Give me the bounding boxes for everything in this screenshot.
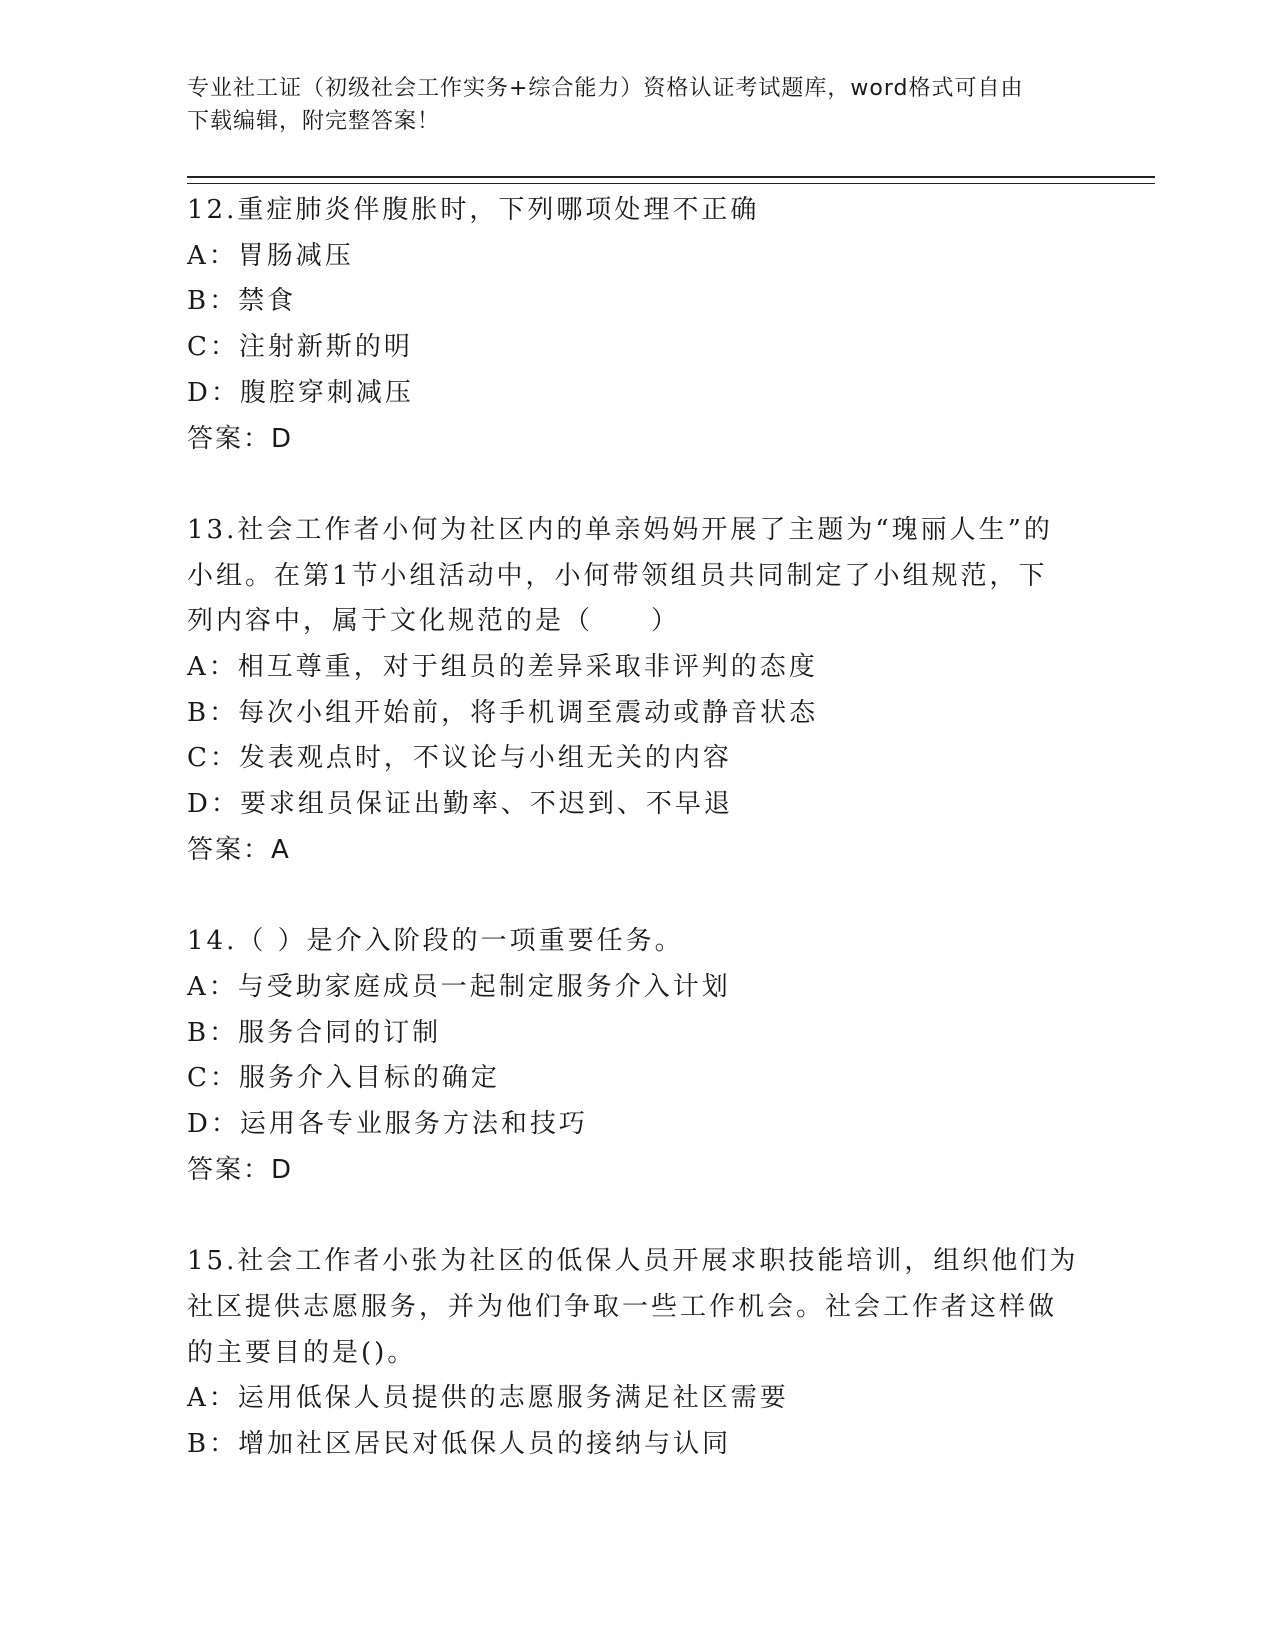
- option-b: B：每次小组开始前，将手机调至震动或静音状态: [187, 697, 819, 728]
- option-d: D：要求组员保证出勤率、不迟到、不早退: [187, 789, 733, 820]
- question-text: 12.重症肺炎伴腹胀时，下列哪项处理不正确: [187, 195, 760, 225]
- option-a: A：胃肠减压: [187, 240, 354, 271]
- option-c: C：服务介入目标的确定: [187, 1063, 500, 1094]
- option-a: A：相互尊重，对于组员的差异采取非评判的态度: [187, 652, 818, 683]
- answer-line: 答案：A: [187, 834, 291, 865]
- option-c: C：发表观点时，不议论与小组无关的内容: [187, 743, 732, 774]
- question-block: [187, 919, 1087, 1193]
- option-b: B：增加社区居民对低保人员的接纳与认同: [187, 1428, 732, 1459]
- option-a: A：与受助家庭成员一起制定服务介入计划: [187, 971, 731, 1002]
- question-text: 13.社会工作者小何为社区内的单亲妈妈开展了主题为“瑰丽人生”的: [187, 514, 1053, 545]
- question-text: 15.社会工作者小张为社区的低保人员开展求职技能培训，组织他们为: [187, 1246, 1079, 1277]
- document-header: [187, 72, 1087, 138]
- header-line-2: 下载编辑，附完整答案！: [187, 109, 441, 134]
- option-a: A：运用低保人员提供的志愿服务满足社区需要: [187, 1383, 789, 1414]
- question-text: 小组。在第1节小组活动中，小何带领组员共同制定了小组规范，下: [187, 560, 1048, 591]
- header-divider-thick: [187, 176, 1155, 178]
- question-block: [187, 188, 1087, 462]
- question-text: 14.（ ）是介入阶段的一项重要任务。: [187, 926, 684, 957]
- answer-line: 答案：D: [187, 423, 294, 454]
- question-block: [187, 508, 1087, 874]
- header-divider-thin: [187, 183, 1155, 184]
- question-text: 社区提供志愿服务，并为他们争取一些工作机会。社会工作者这样做: [187, 1291, 1058, 1322]
- spacer: [187, 1193, 1087, 1239]
- question-text: 的主要目的是()。: [187, 1337, 417, 1368]
- question-text: 列内容中，属于文化规范的是（ ）: [187, 606, 681, 637]
- spacer: [187, 874, 1087, 920]
- question-list: [187, 188, 1087, 1468]
- option-d: D：腹腔穿刺减压: [187, 377, 414, 408]
- option-d: D：运用各专业服务方法和技巧: [187, 1109, 588, 1140]
- spacer: [187, 462, 1087, 508]
- question-block: [187, 1239, 1087, 1468]
- answer-line: 答案：D: [187, 1154, 294, 1185]
- header-line-1: 专业社工证（初级社会工作实务+综合能力）资格认证考试题库，word格式可自由: [187, 76, 1024, 101]
- option-b: B：服务合同的订制: [187, 1017, 442, 1048]
- option-b: B：禁食: [187, 286, 297, 317]
- option-c: C：注射新斯的明: [187, 332, 413, 363]
